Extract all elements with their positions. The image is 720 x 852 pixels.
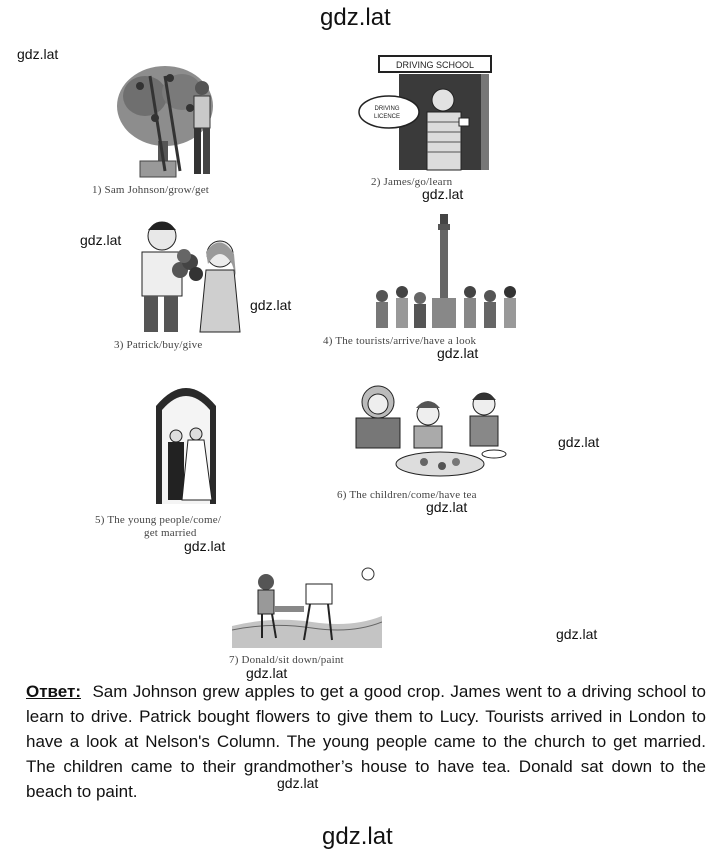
- caption-1: 1) Sam Johnson/grow/get: [92, 184, 210, 196]
- watermark: gdz.lat: [422, 186, 464, 202]
- watermark: gdz.lat: [437, 345, 479, 361]
- caption-3: 3) Patrick/buy/give: [114, 339, 203, 351]
- illustration-flowers-gift: [120, 214, 250, 336]
- answer-text: Sam Johnson grew apples to get a good crop. James went to a driving school to learn to drive. Patrick bought flowers to give them to Lucy. Tourists arrived in London to have a look at Nelson's Column. The young people came to the church to get married. The children came to their grandmother’s house to have tea. Donald sat down to the beach to paint.: [26, 682, 706, 801]
- watermark: gdz.lat: [426, 499, 468, 515]
- illustration-church-wedding: [152, 376, 220, 504]
- caption-5b: get married: [144, 527, 197, 539]
- answer-paragraph: [26, 679, 706, 804]
- caption-4: 4) The tourists/arrive/have a look: [323, 335, 477, 347]
- watermark-bottom: gdz.lat: [322, 823, 393, 850]
- watermark-top: gdz.lat: [320, 4, 391, 31]
- caption-2: 2) James/go/learn: [371, 176, 453, 188]
- speech-licence-1: DRIVING: [374, 106, 400, 112]
- watermark: gdz.lat: [80, 232, 122, 248]
- caption-6: 6) The children/come/have tea: [337, 489, 477, 501]
- answer-label: Ответ:: [26, 682, 81, 701]
- watermark: gdz.lat: [184, 538, 226, 554]
- caption-5a: 5) The young people/come/: [95, 514, 222, 526]
- caption-7: 7) Donald/sit down/paint: [229, 654, 344, 666]
- watermark: gdz.lat: [277, 775, 319, 791]
- illustration-beach-painter: [232, 566, 382, 648]
- watermark: gdz.lat: [246, 665, 288, 681]
- speech-licence-2: LICENCE: [373, 114, 401, 120]
- watermark: gdz.lat: [17, 46, 59, 62]
- illustration-nelsons-column: [368, 212, 528, 332]
- illustration-driving-school: [355, 52, 495, 174]
- watermark: gdz.lat: [556, 626, 598, 642]
- illustration-apple-picking: [110, 56, 240, 181]
- sign-driving-school: DRIVING SCHOOL: [395, 60, 475, 70]
- watermark: gdz.lat: [558, 434, 600, 450]
- illustration-tea-party: [350, 378, 510, 486]
- watermark: gdz.lat: [250, 297, 292, 313]
